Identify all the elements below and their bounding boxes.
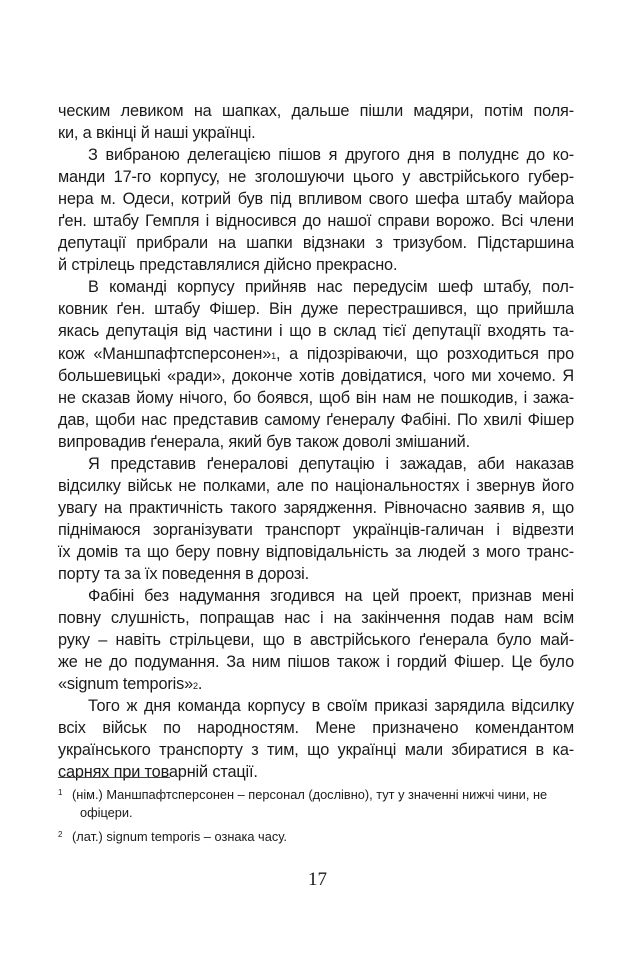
text-line-content: В команді корпусу прийняв нас передусім шеф штабу, пол- — [88, 278, 574, 297]
text-line-rest: . — [197, 675, 203, 694]
text-line — [58, 122, 574, 144]
text-line-content: Я представив ґенералові депутацію і зажадав, аби наказав — [88, 454, 574, 473]
text-line-content: дав, щоби нас представив самому ґенералу Фабіні. По хвилі Фішер — [58, 410, 574, 429]
text-line — [58, 519, 574, 541]
footnote — [58, 828, 574, 846]
text-line-content: українського транспорту з тим, що українці мали збиратися в ка- — [58, 741, 574, 760]
text-line — [58, 210, 574, 232]
text-line-content: депутації прибрали на шапки відзнаки з тризубом. Підстаршина — [58, 234, 574, 253]
footnote-divider — [58, 777, 170, 778]
text-line-content: відсилку військ не полками, але по національностях і звернув його — [58, 476, 574, 495]
footnote-mark: 1 — [58, 788, 63, 797]
text-line-content: Того ж дня команда корпусу в своїм приказі зарядила відсилку — [88, 697, 574, 716]
text-line — [58, 188, 574, 210]
text-line — [58, 761, 574, 783]
text-line-content: же не до подумання. За ним пішов також і гордий Фішер. Це було — [58, 653, 574, 672]
text-line-content: кож «Маншпафтсперсонен» — [58, 344, 272, 363]
text-line — [58, 585, 574, 607]
footnote-text: (лат.) signum temporis – ознака часу. — [72, 829, 287, 844]
text-line — [58, 320, 574, 342]
text-line — [58, 453, 574, 475]
text-line — [58, 607, 574, 629]
text-line-content: повну слушність, попращав нас і на закінчення подав нам всім — [58, 609, 574, 628]
text-line — [58, 431, 574, 453]
text-line — [58, 563, 574, 585]
text-line — [58, 365, 574, 387]
text-line — [58, 232, 574, 254]
text-line — [58, 497, 574, 519]
text-line-content: піднімаюся зорганізувати транспорт українців-галичан і відвезти — [58, 520, 574, 539]
text-line — [58, 254, 574, 276]
text-line-content: руку – навіть стрільцеви, що в австрійського ґенерала було май- — [58, 631, 574, 650]
footnote-text: офіцери. — [80, 805, 133, 820]
text-line-content: ґен. штабу Гемпля і відносився до нашої справи ворожо. Всі члени — [58, 212, 574, 231]
text-line — [58, 276, 574, 298]
footnotes — [58, 786, 574, 852]
text-line-content: ковник ґен. штабу Фішер. Він дуже перестрашився, що прийшла — [58, 300, 574, 319]
text-line — [58, 541, 574, 563]
text-line-content: «signum temporis» — [58, 675, 193, 694]
text-line-content: їх домів та що беру повну відповідальність за людей з мого транс- — [58, 542, 574, 561]
text-line-content: нера м. Одеси, котрий був під впливом свого шефа штабу майора — [58, 190, 574, 209]
text-line — [58, 100, 574, 122]
text-line-content: порту та за їх поведення в дорозі. — [58, 564, 310, 583]
text-line-content: ки, а вкінці й наші українці. — [58, 124, 256, 143]
body-text — [58, 100, 574, 783]
text-line-content: не сказав йому нічого, бо боявся, щоб він нам не пошкодив, і зажа- — [58, 388, 574, 407]
text-line — [58, 343, 574, 365]
footnote-mark: 2 — [58, 830, 63, 839]
footnote-ref: 1 — [271, 350, 277, 361]
text-line — [58, 166, 574, 188]
text-line-content: З вибраною делегацією пішов я другого дня в полуднє до ко- — [88, 146, 574, 165]
text-line-content: якась депутація від частини і що в склад тієї депутації входять та- — [58, 322, 574, 341]
text-line-content: увагу на практичність такого зарядження. Рівночасно заявив я, що — [58, 498, 574, 517]
text-line-content: ческим левиком на шапках, дальше пішли мадяри, потім поля- — [58, 102, 574, 120]
text-line — [58, 629, 574, 651]
text-line — [58, 717, 574, 739]
footnote-ref: 2 — [193, 681, 198, 692]
text-line-content: манди 17-го корпусу, не зголошуючи цього у австрійського губер- — [58, 168, 574, 187]
text-line — [58, 387, 574, 409]
text-line-content: большевицькі «ради», доконче хотів довідатися, чого ми хочемо. Я — [58, 366, 574, 385]
text-line — [58, 673, 574, 695]
text-line — [58, 409, 574, 431]
footnote-text: (нім.) Маншпафтсперсонен – персонал (дослівно), тут у значенні нижчі чини, не — [72, 787, 548, 802]
text-line — [58, 475, 574, 497]
text-line — [58, 739, 574, 761]
page-number: 17 — [308, 869, 327, 890]
footnote — [58, 786, 574, 822]
text-line-content: випровадив ґенерала, який був також доволі змішаний. — [58, 432, 470, 451]
text-line-content: Фабіні без надумання згодився на цей проект, признав мені — [88, 587, 574, 606]
text-line-content: й стрілець представлялися дійсно прекрасно. — [58, 256, 398, 275]
text-line — [58, 144, 574, 166]
text-line — [58, 298, 574, 320]
text-line — [58, 651, 574, 673]
text-line-rest: , а підозріваючи, що розходиться про — [276, 344, 574, 363]
text-line-content: всіх військ по народностям. Мене призначено комендантом — [58, 719, 574, 738]
text-line — [58, 695, 574, 717]
text-line-content: сарнях при товарній стації. — [58, 763, 258, 782]
